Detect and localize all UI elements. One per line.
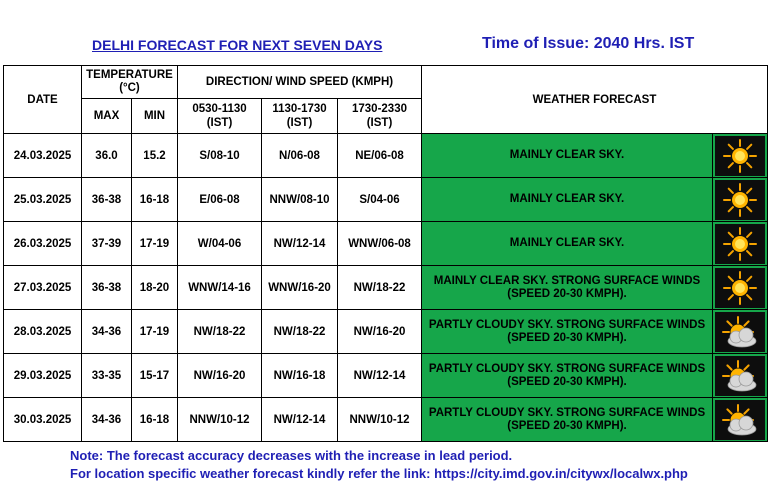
row-date: 28.03.2025 [4, 310, 82, 354]
row-min-temp: 17-19 [132, 310, 178, 354]
row-wind-slot-1: W/04-06 [178, 222, 262, 266]
row-wind-slot-3: NW/18-22 [338, 266, 422, 310]
forecast-rows [4, 134, 768, 442]
row-wind-slot-2: NW/18-22 [262, 310, 338, 354]
row-max-temp: 36-38 [82, 266, 132, 310]
slot-time: 1130-1730 [272, 103, 327, 115]
table-row [4, 178, 768, 222]
row-forecast [422, 354, 713, 398]
row-forecast [422, 398, 713, 442]
table-row [4, 310, 768, 354]
header-temperature-unit: (°C) [119, 82, 140, 94]
row-date: 26.03.2025 [4, 222, 82, 266]
row-wind-slot-1: NNW/10-12 [178, 398, 262, 442]
row-wind-slot-3: S/04-06 [338, 178, 422, 222]
row-weather-icon-cell [713, 354, 768, 398]
issue-time: Time of Issue: 2040 Hrs. IST [482, 35, 695, 52]
row-weather-icon-cell [713, 266, 768, 310]
row-min-temp: 15.2 [132, 134, 178, 178]
row-wind-slot-1: WNW/14-16 [178, 266, 262, 310]
row-min-temp: 16-18 [132, 398, 178, 442]
row-wind-slot-2: WNW/16-20 [262, 266, 338, 310]
table-row [4, 266, 768, 310]
row-forecast [422, 178, 713, 222]
row-max-temp: 36-38 [82, 178, 132, 222]
forecast-line-2: (SPEED 20-30 KMPH). [507, 287, 627, 300]
row-forecast [422, 266, 713, 310]
forecast-line-1: PARTLY CLOUDY SKY. STRONG SURFACE WINDS [428, 362, 706, 375]
row-wind-slot-2: NW/12-14 [262, 222, 338, 266]
forecast-line-1: MAINLY CLEAR SKY. STRONG SURFACE WINDS [433, 274, 701, 287]
row-weather-icon-cell [713, 310, 768, 354]
row-max-temp: 33-35 [82, 354, 132, 398]
partly-cloudy-icon [715, 356, 765, 396]
table-row [4, 398, 768, 442]
row-max-temp: 36.0 [82, 134, 132, 178]
header-max: MAX [82, 99, 132, 134]
row-weather-icon-cell [713, 134, 768, 178]
forecast-table [3, 65, 768, 442]
row-forecast [422, 134, 713, 178]
table-row [4, 222, 768, 266]
header-slot-2 [262, 99, 338, 134]
forecast-line-1: MAINLY CLEAR SKY. [509, 237, 625, 249]
row-min-temp: 16-18 [132, 178, 178, 222]
forecast-line-1: MAINLY CLEAR SKY. [509, 193, 625, 205]
row-date: 30.03.2025 [4, 398, 82, 442]
row-forecast [422, 310, 713, 354]
row-min-temp: 17-19 [132, 222, 178, 266]
header-temperature [82, 66, 178, 99]
row-weather-icon-cell [713, 398, 768, 442]
forecast-line-2: (SPEED 20-30 KMPH). [507, 331, 627, 344]
row-wind-slot-2: NNW/08-10 [262, 178, 338, 222]
row-wind-slot-3: NW/16-20 [338, 310, 422, 354]
row-weather-icon-cell [713, 222, 768, 266]
note-accuracy: Note: The forecast accuracy decreases with the increase in lead period. [70, 448, 513, 463]
header-weather-forecast: WEATHER FORECAST [422, 66, 768, 134]
row-date: 25.03.2025 [4, 178, 82, 222]
row-wind-slot-3: NW/12-14 [338, 354, 422, 398]
forecast-line-2: (SPEED 20-30 KMPH). [507, 375, 627, 388]
row-max-temp: 37-39 [82, 222, 132, 266]
forecast-line-1: PARTLY CLOUDY SKY. STRONG SURFACE WINDS [428, 318, 706, 331]
slot-zone: (IST) [286, 117, 313, 129]
row-wind-slot-1: NW/18-22 [178, 310, 262, 354]
row-wind-slot-1: NW/16-20 [178, 354, 262, 398]
row-date: 24.03.2025 [4, 134, 82, 178]
header-temperature-label: TEMPERATURE [86, 69, 173, 81]
table-row [4, 134, 768, 178]
header-slot-3 [338, 99, 422, 134]
row-wind-slot-3: NE/06-08 [338, 134, 422, 178]
slot-zone: (IST) [366, 117, 393, 129]
header-wind-direction-speed: DIRECTION/ WIND SPEED (KMPH) [178, 66, 422, 99]
forecast-line-1: PARTLY CLOUDY SKY. STRONG SURFACE WINDS [428, 406, 706, 419]
table-row [4, 354, 768, 398]
header-slot-1 [178, 99, 262, 134]
row-wind-slot-1: S/08-10 [178, 134, 262, 178]
slot-time: 1730-2330 [352, 103, 407, 115]
page-title: DELHI FORECAST FOR NEXT SEVEN DAYS [92, 37, 383, 53]
slot-zone: (IST) [206, 117, 233, 129]
sun-icon [715, 268, 765, 308]
header-min: MIN [132, 99, 178, 134]
row-weather-icon-cell [713, 178, 768, 222]
row-date: 27.03.2025 [4, 266, 82, 310]
row-forecast [422, 222, 713, 266]
row-wind-slot-1: E/06-08 [178, 178, 262, 222]
forecast-line-2: (SPEED 20-30 KMPH). [507, 419, 627, 432]
row-wind-slot-3: WNW/06-08 [338, 222, 422, 266]
sun-icon [715, 136, 765, 176]
partly-cloudy-icon [715, 312, 765, 352]
row-date: 29.03.2025 [4, 354, 82, 398]
sun-icon [715, 180, 765, 220]
row-wind-slot-2: NW/16-18 [262, 354, 338, 398]
slot-time: 0530-1130 [192, 103, 247, 115]
note-link: For location specific weather forecast kindly refer the link: https://city.imd.gov.in/citywx/localwx.php [70, 466, 688, 481]
row-min-temp: 18-20 [132, 266, 178, 310]
forecast-line-1: MAINLY CLEAR SKY. [509, 149, 625, 161]
row-wind-slot-2: N/06-08 [262, 134, 338, 178]
row-wind-slot-2: NW/12-14 [262, 398, 338, 442]
row-min-temp: 15-17 [132, 354, 178, 398]
row-wind-slot-3: NNW/10-12 [338, 398, 422, 442]
row-max-temp: 34-36 [82, 398, 132, 442]
partly-cloudy-icon [715, 400, 765, 440]
sun-icon [715, 224, 765, 264]
header-date: DATE [4, 66, 82, 134]
row-max-temp: 34-36 [82, 310, 132, 354]
